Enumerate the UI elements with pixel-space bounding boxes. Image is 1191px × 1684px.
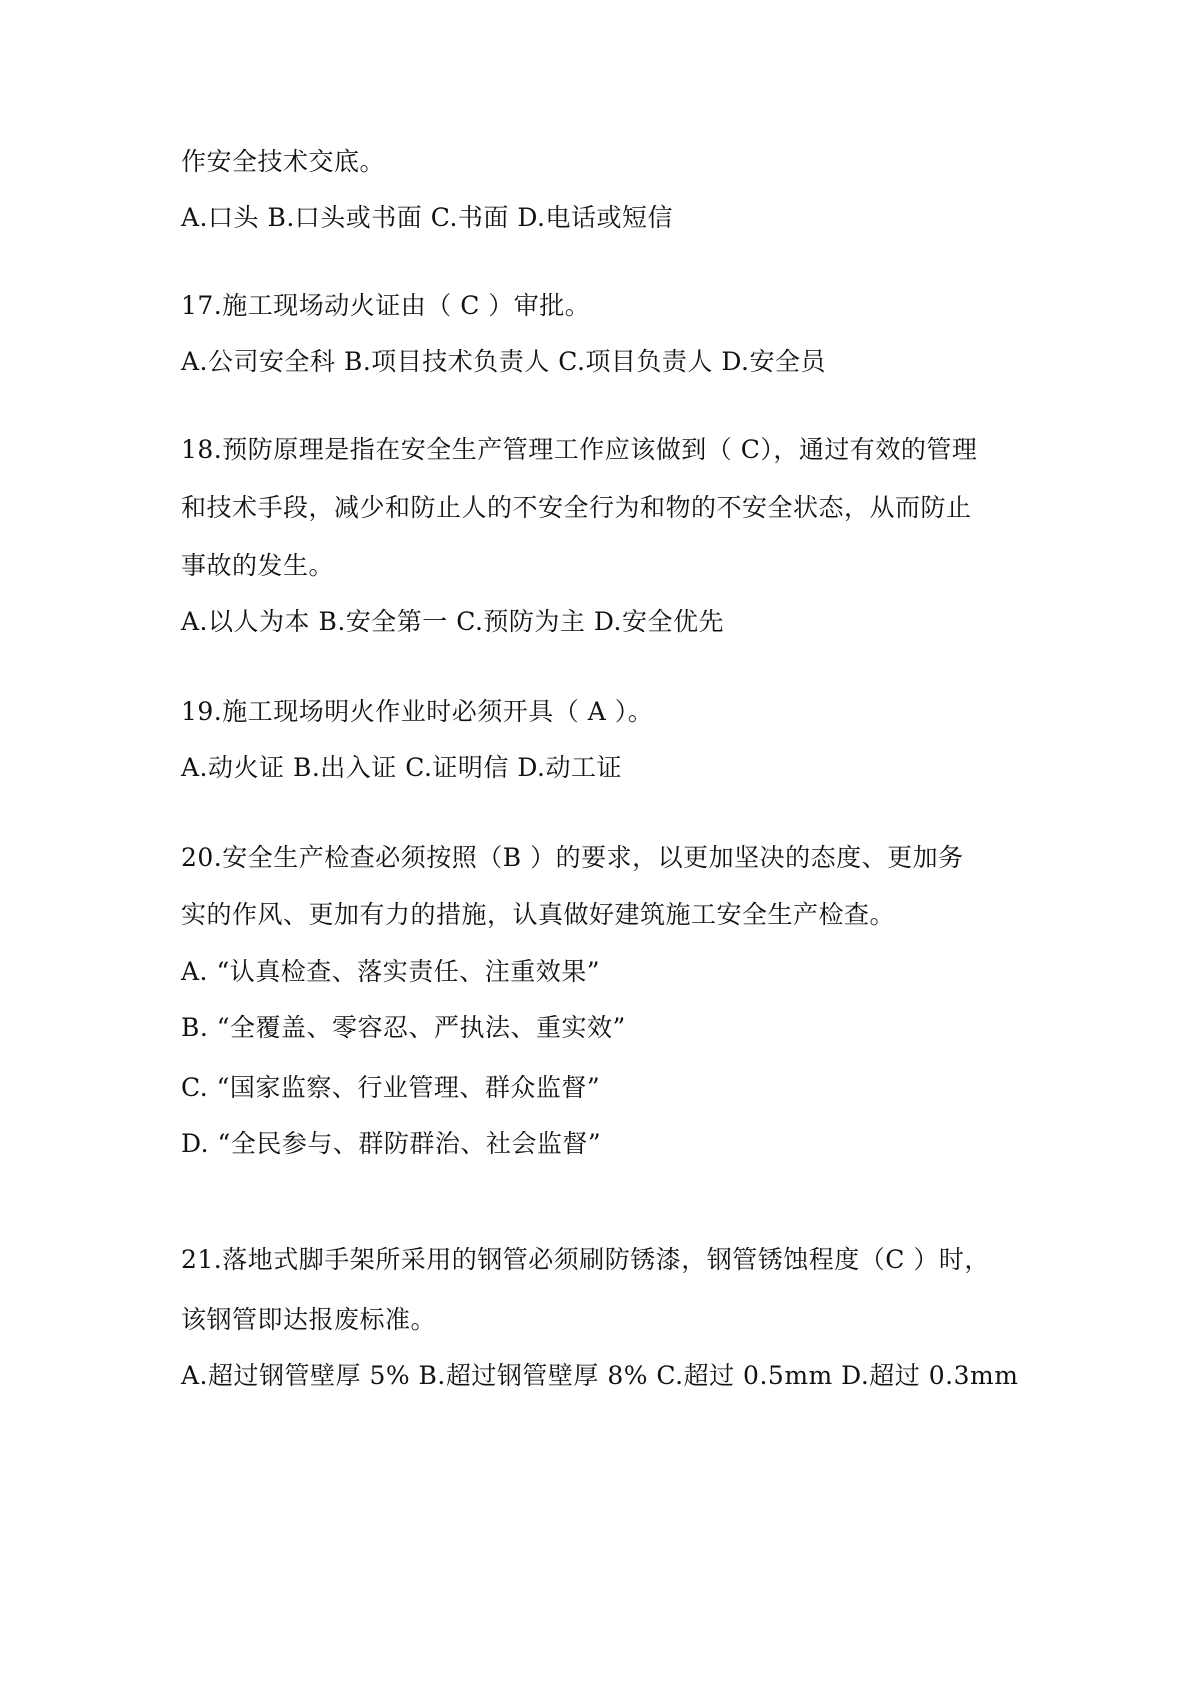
question-18-stem-line-1: 18.预防原理是指在安全生产管理工作应该做到（ C），通过有效的管理: [181, 435, 978, 464]
question-17-stem: 17.施工现场动火证由（ C ）审批。: [181, 291, 591, 320]
question-20-option-d: D. “全民参与、群防群治、社会监督”: [181, 1129, 602, 1158]
question-20-option-b: B. “全覆盖、零容忍、严执法、重实效”: [181, 1013, 626, 1042]
question-21-stem-line-1: 21.落地式脚手架所采用的钢管必须刷防锈漆，钢管锈蚀程度（C ）时，: [181, 1245, 990, 1274]
question-20-option-c: C. “国家监察、行业管理、群众监督”: [181, 1073, 601, 1102]
question-20-stem-line-1: 20.安全生产检查必须按照（B ）的要求，以更加坚决的态度、更加务: [181, 843, 964, 872]
question-18-stem-line-3: 事故的发生。: [181, 551, 335, 580]
question-17-options: A.公司安全科 B.项目技术负责人 C.项目负责人 D.安全员: [181, 347, 826, 376]
question-21-stem-line-2: 该钢管即达报废标准。: [181, 1305, 437, 1334]
question-16-stem-end: 作安全技术交底。: [181, 147, 386, 176]
question-19-options: A.动火证 B.出入证 C.证明信 D.动工证: [181, 753, 622, 782]
question-20-option-a: A. “认真检查、落实责任、注重效果”: [181, 957, 601, 986]
question-21-options: A.超过钢管壁厚 5% B.超过钢管壁厚 8% C.超过 0.5mm D.超过 0.3mm: [181, 1361, 1019, 1390]
question-20-stem-line-2: 实的作风、更加有力的措施，认真做好建筑施工安全生产检查。: [181, 900, 896, 929]
question-18-options: A.以人为本 B.安全第一 C.预防为主 D.安全优先: [181, 607, 724, 636]
question-18-stem-line-2: 和技术手段，减少和防止人的不安全行为和物的不安全状态，从而防止: [181, 493, 972, 522]
question-16-options: A.口头 B.口头或书面 C.书面 D.电话或短信: [181, 203, 673, 232]
question-19-stem: 19.施工现场明火作业时必须开具（ A ）。: [181, 697, 654, 726]
